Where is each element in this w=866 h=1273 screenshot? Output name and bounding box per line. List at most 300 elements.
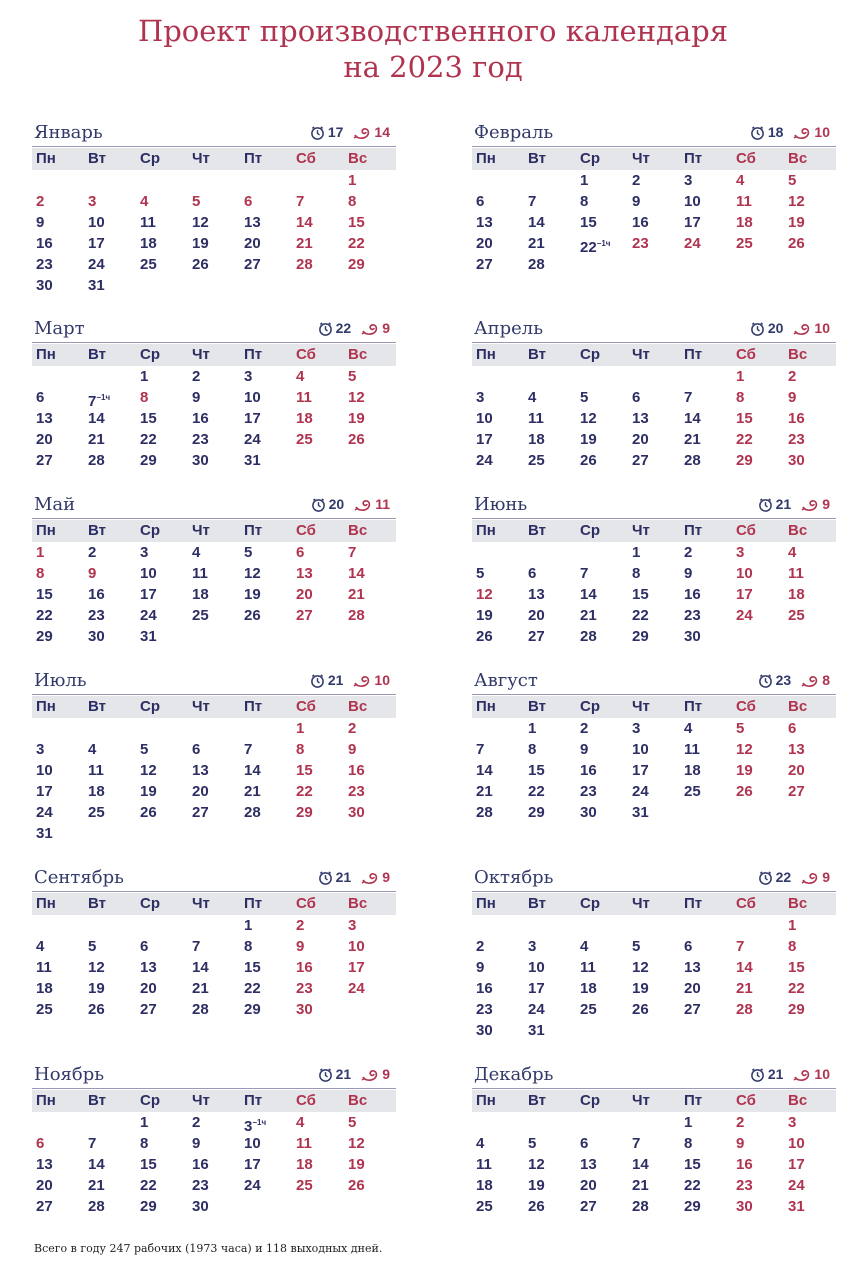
day-cell: 10: [36, 762, 53, 779]
month-block: [472, 320, 836, 471]
month-name: Октябрь: [474, 867, 554, 888]
day-cell: 14: [736, 959, 753, 976]
day-cell: 28: [88, 1198, 105, 1215]
working-days-count: 18: [750, 124, 784, 140]
day-cell: 21: [580, 607, 597, 624]
day-cell: 13: [244, 214, 261, 231]
day-cell: 13: [36, 1156, 53, 1173]
day-cell: 17: [736, 586, 753, 603]
day-cell: 23: [736, 1177, 753, 1194]
empty-cell: [524, 170, 576, 191]
weekday-label: Ср: [580, 150, 600, 167]
day-cell: 5: [476, 565, 485, 582]
weekday-label: Чт: [192, 346, 210, 363]
weekday-header: [472, 696, 836, 718]
day-cell: 16: [736, 1156, 753, 1173]
day-cell: 6: [36, 389, 45, 406]
day-cell: 22: [244, 980, 261, 997]
month-stats: [311, 496, 390, 512]
day-cell: 5: [140, 741, 149, 758]
weekday-label: Чт: [632, 698, 650, 715]
day-cell: 28: [736, 1001, 753, 1018]
alarm-clock-icon: [750, 124, 768, 140]
rest-days-count: 9: [801, 496, 830, 512]
day-cell: 10: [788, 1135, 805, 1152]
weekday-label: Вс: [788, 698, 808, 715]
weekday-label: Пт: [684, 346, 703, 363]
day-cell: 12: [632, 959, 649, 976]
month-stats: [310, 124, 390, 140]
empty-cell: [84, 1112, 136, 1133]
weekday-header: [472, 520, 836, 542]
day-cell: 21: [632, 1177, 649, 1194]
day-cell: 2: [296, 917, 305, 934]
day-cell: 8: [684, 1135, 693, 1152]
day-cell: 29: [736, 452, 753, 469]
day-cell: 18: [88, 783, 105, 800]
working-days-count: 21: [318, 869, 352, 885]
day-cell: 19: [580, 431, 597, 448]
month-stats: [750, 320, 830, 336]
day-cell: 21: [244, 783, 261, 800]
day-cell: 1: [296, 720, 305, 737]
day-cell: 24: [88, 256, 105, 273]
day-cell: 27: [296, 607, 313, 624]
days-grid: [32, 1112, 396, 1217]
day-cell: 29: [296, 804, 313, 821]
weekday-label: Вс: [348, 150, 368, 167]
day-cell: 10: [528, 959, 545, 976]
day-cell: 30: [192, 452, 209, 469]
day-cell: 11: [88, 762, 104, 779]
month-header: [32, 124, 396, 147]
day-cell: 2: [88, 544, 97, 561]
day-cell: 6: [528, 565, 537, 582]
weekday-label: Пт: [244, 150, 263, 167]
month-header: [32, 869, 396, 892]
month-stats: [318, 1066, 390, 1082]
month-stats: [318, 869, 390, 885]
month-name: Январь: [34, 122, 103, 143]
day-cell: 10: [632, 741, 649, 758]
day-cell: 9: [296, 938, 305, 955]
weekday-header: [472, 344, 836, 366]
empty-cell: [472, 366, 524, 387]
working-days-count: 21: [758, 496, 792, 512]
rest-days-count: 9: [361, 869, 390, 885]
empty-cell: [472, 1112, 524, 1133]
day-cell: 29: [140, 452, 157, 469]
day-cell: 5: [788, 172, 797, 189]
weekday-header: [472, 148, 836, 170]
day-cell: 23: [580, 783, 597, 800]
day-cell: 16: [296, 959, 313, 976]
footer-note: Всего в году 247 рабочих (1973 часа) и 118 выходных дней.: [34, 1242, 383, 1255]
day-cell: 6: [788, 720, 797, 737]
shortened-day-mark: −1ч: [252, 1118, 267, 1127]
working-days-count: 22: [318, 320, 352, 336]
month-header: [32, 496, 396, 519]
day-cell: 4: [788, 544, 797, 561]
weekday-label: Пн: [476, 522, 496, 539]
weekday-label: Вс: [348, 895, 368, 912]
day-cell: 6: [296, 544, 305, 561]
day-cell: 29: [244, 1001, 261, 1018]
weekday-label: Чт: [632, 346, 650, 363]
month-block: [32, 496, 396, 647]
day-cell: 2: [36, 193, 45, 210]
day-cell: 31: [788, 1198, 805, 1215]
day-cell: 16: [476, 980, 493, 997]
day-cell: 8: [580, 193, 589, 210]
day-cell: 26: [736, 783, 753, 800]
rest-days-count: 9: [361, 320, 390, 336]
day-cell: 1: [632, 544, 641, 561]
day-cell: 27: [632, 452, 649, 469]
month-block: [32, 124, 396, 296]
day-cell: 28: [296, 256, 313, 273]
day-cell: 20: [632, 431, 649, 448]
day-cell: 13: [476, 214, 493, 231]
day-cell: 12: [348, 1135, 365, 1152]
day-cell: 10: [476, 410, 493, 427]
rest-days-count: 10: [793, 124, 830, 140]
day-cell: 29: [36, 628, 53, 645]
day-cell: 23: [788, 431, 805, 448]
day-cell: 2: [348, 720, 357, 737]
day-cell: 11: [788, 565, 804, 582]
day-cell: 20: [140, 980, 157, 997]
weekday-label: Пн: [476, 1092, 496, 1109]
day-cell: 17: [140, 586, 157, 603]
day-cell: 17: [476, 431, 493, 448]
weekday-label: Вт: [528, 346, 546, 363]
day-cell: 5: [244, 544, 253, 561]
day-cell: 9: [192, 1135, 201, 1152]
month-header: [472, 1066, 836, 1089]
day-cell: 21: [88, 1177, 105, 1194]
day-cell: 4: [140, 193, 149, 210]
day-cell: 25: [736, 235, 753, 252]
day-cell: 19: [348, 410, 365, 427]
day-cell: 31: [88, 277, 105, 294]
weekday-label: Вс: [788, 895, 808, 912]
day-cell: 7: [684, 389, 693, 406]
day-cell: 21: [528, 235, 545, 252]
day-cell: 28: [528, 256, 545, 273]
month-name: Март: [34, 318, 85, 339]
rest-icon: [793, 1066, 814, 1082]
day-cell: 30: [684, 628, 701, 645]
day-cell: 11: [296, 389, 312, 406]
weekday-label: Пн: [36, 895, 56, 912]
weekday-label: Вс: [788, 150, 808, 167]
rest-icon: [361, 1066, 382, 1082]
day-cell: 17: [632, 762, 649, 779]
day-cell: 15: [788, 959, 805, 976]
working-days-count: 17: [310, 124, 344, 140]
day-cell: 10: [736, 565, 753, 582]
day-cell: 30: [36, 277, 53, 294]
day-cell: 1: [140, 368, 149, 385]
weekday-label: Сб: [736, 698, 756, 715]
empty-cell: [136, 170, 188, 191]
weekday-label: Ср: [140, 346, 160, 363]
rest-days-count: 10: [793, 1066, 830, 1082]
day-cell: 18: [296, 410, 313, 427]
days-grid: [472, 718, 836, 823]
day-cell: 7: [244, 741, 253, 758]
weekday-label: Ср: [140, 895, 160, 912]
day-cell: 17: [348, 959, 365, 976]
day-cell: 8: [244, 938, 253, 955]
day-cell: 18: [36, 980, 53, 997]
day-cell: 28: [476, 804, 493, 821]
day-cell: 14: [244, 762, 261, 779]
day-cell: 19: [528, 1177, 545, 1194]
weekday-label: Ср: [580, 698, 600, 715]
day-cell: 9: [476, 959, 485, 976]
day-cell: 22: [736, 431, 753, 448]
month-block: [472, 124, 836, 275]
day-cell: 1: [244, 917, 253, 934]
day-cell: 12: [528, 1156, 545, 1173]
weekday-label: Ср: [140, 522, 160, 539]
day-cell: 18: [476, 1177, 493, 1194]
day-cell: 18: [528, 431, 545, 448]
day-cell: 15: [684, 1156, 701, 1173]
weekday-label: Вт: [88, 1092, 106, 1109]
alarm-clock-icon: [310, 672, 328, 688]
empty-cell: [472, 542, 524, 563]
day-cell: 1: [528, 720, 537, 737]
weekday-label: Пт: [244, 1092, 263, 1109]
weekday-label: Вт: [528, 895, 546, 912]
day-cell: 24: [736, 607, 753, 624]
day-cell: 29: [788, 1001, 805, 1018]
weekday-header: [32, 696, 396, 718]
month-block: [32, 672, 396, 844]
day-cell: 5: [192, 193, 201, 210]
rest-icon: [353, 672, 374, 688]
day-cell: 28: [580, 628, 597, 645]
day-cell: 11: [736, 193, 752, 210]
day-cell: 4: [88, 741, 97, 758]
day-cell: 25: [580, 1001, 597, 1018]
day-cell: 16: [788, 410, 805, 427]
day-cell: 23: [192, 431, 209, 448]
day-cell: 14: [580, 586, 597, 603]
weekday-label: Сб: [296, 150, 316, 167]
rest-days-count: 9: [361, 1066, 390, 1082]
weekday-label: Чт: [192, 150, 210, 167]
day-cell: $22^{-1ч}$: [580, 239, 611, 256]
month-block: [472, 869, 836, 1041]
weekday-label: Ср: [580, 522, 600, 539]
working-days-count: 22: [758, 869, 792, 885]
month-stats: [758, 496, 830, 512]
day-cell: 3: [244, 368, 253, 385]
day-cell: 21: [476, 783, 493, 800]
day-cell: 20: [36, 431, 53, 448]
day-cell: 13: [296, 565, 313, 582]
weekday-label: Вс: [348, 522, 368, 539]
weekday-label: Пт: [684, 150, 703, 167]
day-cell: 18: [140, 235, 157, 252]
day-cell: 14: [296, 214, 313, 231]
day-cell: 19: [788, 214, 805, 231]
day-cell: 16: [36, 235, 53, 252]
weekday-label: Сб: [736, 895, 756, 912]
weekday-label: Сб: [736, 150, 756, 167]
month-name: Сентябрь: [34, 867, 124, 888]
day-cell: 6: [476, 193, 485, 210]
weekday-label: Чт: [192, 895, 210, 912]
day-cell: 8: [632, 565, 641, 582]
day-cell: 12: [476, 586, 493, 603]
day-cell: 7: [632, 1135, 641, 1152]
weekday-label: Вт: [528, 522, 546, 539]
working-days-count: 20: [311, 496, 345, 512]
day-cell: 21: [736, 980, 753, 997]
month-name: Июнь: [474, 494, 528, 515]
weekday-label: Вт: [88, 346, 106, 363]
day-cell: 3: [528, 938, 537, 955]
weekday-label: Пн: [476, 895, 496, 912]
days-grid: [472, 366, 836, 471]
day-cell: 11: [476, 1156, 492, 1173]
day-cell: 30: [348, 804, 365, 821]
weekday-label: Сб: [296, 1092, 316, 1109]
day-cell: 7: [192, 938, 201, 955]
day-cell: 30: [476, 1022, 493, 1039]
day-cell: 26: [244, 607, 261, 624]
day-cell: 18: [580, 980, 597, 997]
rest-days-count: 10: [793, 320, 830, 336]
empty-cell: [680, 366, 732, 387]
day-cell: 28: [684, 452, 701, 469]
month-block: [32, 320, 396, 471]
alarm-clock-icon: [758, 869, 776, 885]
weekday-label: Пт: [244, 346, 263, 363]
weekday-label: Вт: [88, 698, 106, 715]
day-cell: 17: [244, 410, 261, 427]
month-name: Май: [34, 494, 76, 515]
day-cell: 1: [788, 917, 797, 934]
day-cell: 17: [88, 235, 105, 252]
day-cell: 12: [736, 741, 753, 758]
alarm-clock-icon: [750, 320, 768, 336]
weekday-label: Сб: [736, 1092, 756, 1109]
day-cell: 19: [244, 586, 261, 603]
weekday-header: [472, 893, 836, 915]
empty-cell: [188, 170, 240, 191]
empty-cell: [524, 366, 576, 387]
day-cell: 8: [140, 389, 149, 406]
day-cell: 14: [528, 214, 545, 231]
day-cell: 13: [140, 959, 157, 976]
day-cell: 13: [684, 959, 701, 976]
weekday-label: Пт: [684, 522, 703, 539]
empty-cell: [240, 170, 292, 191]
day-cell: 6: [140, 938, 149, 955]
day-cell: 20: [684, 980, 701, 997]
day-cell: 27: [476, 256, 493, 273]
month-name: Апрель: [474, 318, 544, 339]
rest-icon: [353, 124, 374, 140]
day-cell: 22: [348, 235, 365, 252]
day-cell: 4: [296, 1114, 305, 1131]
rest-icon: [793, 124, 814, 140]
day-cell: 26: [476, 628, 493, 645]
day-cell: 22: [684, 1177, 701, 1194]
day-cell: 19: [140, 783, 157, 800]
weekday-label: Сб: [296, 698, 316, 715]
day-cell: 10: [684, 193, 701, 210]
weekday-label: Сб: [296, 522, 316, 539]
day-cell: 17: [244, 1156, 261, 1173]
weekday-label: Вт: [88, 895, 106, 912]
empty-cell: [628, 366, 680, 387]
day-cell: 20: [476, 235, 493, 252]
day-cell: 22: [140, 1177, 157, 1194]
day-cell: 27: [36, 452, 53, 469]
day-cell: 28: [632, 1198, 649, 1215]
month-name: Ноябрь: [34, 1064, 105, 1085]
day-cell: 4: [192, 544, 201, 561]
day-cell: 25: [788, 607, 805, 624]
weekday-label: Пт: [244, 522, 263, 539]
weekday-label: Ср: [580, 1092, 600, 1109]
day-cell: 28: [88, 452, 105, 469]
day-cell: 14: [632, 1156, 649, 1173]
day-cell: 23: [632, 235, 649, 252]
day-cell: 25: [296, 431, 313, 448]
day-cell: 3: [348, 917, 357, 934]
weekday-label: Пт: [684, 1092, 703, 1109]
day-cell: 11: [140, 214, 156, 231]
day-cell: 26: [632, 1001, 649, 1018]
empty-cell: [472, 718, 524, 739]
day-cell: 4: [476, 1135, 485, 1152]
day-cell: 13: [192, 762, 209, 779]
day-cell: 16: [192, 410, 209, 427]
day-cell: 15: [140, 1156, 157, 1173]
day-cell: 23: [684, 607, 701, 624]
day-cell: 6: [244, 193, 253, 210]
weekday-label: Вт: [528, 150, 546, 167]
empty-cell: [524, 542, 576, 563]
empty-cell: [524, 1112, 576, 1133]
day-cell: 31: [140, 628, 157, 645]
empty-cell: [240, 718, 292, 739]
days-grid: [32, 170, 396, 296]
day-cell: 25: [88, 804, 105, 821]
month-block: [472, 672, 836, 823]
day-cell: 26: [88, 1001, 105, 1018]
empty-cell: [188, 718, 240, 739]
empty-cell: [628, 915, 680, 936]
day-cell: 9: [632, 193, 641, 210]
day-cell: 1: [348, 172, 357, 189]
empty-cell: [32, 915, 84, 936]
day-cell: 17: [36, 783, 53, 800]
month-block: [32, 1066, 396, 1217]
day-cell: 16: [192, 1156, 209, 1173]
day-cell: 28: [244, 804, 261, 821]
empty-cell: [576, 1112, 628, 1133]
day-cell: 5: [632, 938, 641, 955]
